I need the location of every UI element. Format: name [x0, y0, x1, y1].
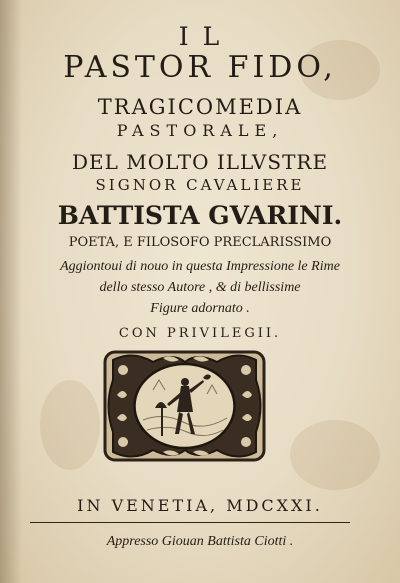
author-intro: DEL MOLTO ILLVSTRE: [71, 150, 329, 174]
genre-line: TRAGICOMEDIA: [97, 95, 303, 119]
edition-note-line-2: dello stesso Autore , & di bellissime: [99, 280, 301, 295]
main-title: PASTOR FIDO,: [63, 50, 337, 85]
author-name: BATTISTA GVARINI.: [57, 201, 343, 230]
imprint-place-date: IN VENETIA, MDCXXI.: [77, 496, 323, 515]
printer-device-cartouche: [103, 350, 266, 462]
privilege-line: CON PRIVILEGII.: [118, 326, 282, 341]
printer-line: Appresso Giouan Battista Ciotti .: [106, 534, 294, 549]
foxing-stain: [40, 380, 100, 470]
title-article: IL: [178, 22, 234, 51]
edition-note-line-1: Aggiontoui di nouo in questa Impressione le Rime: [60, 259, 340, 274]
edition-note-line-3: Figure adornato .: [150, 301, 250, 316]
imprint-rule: [30, 522, 350, 523]
author-description: POETA, E FILOSOFO PRECLARISSIMO: [68, 235, 332, 250]
genre-subline: PASTORALE,: [116, 121, 284, 140]
foxing-stain: [290, 420, 380, 490]
author-rank: SIGNOR CAVALIERE: [95, 176, 305, 194]
